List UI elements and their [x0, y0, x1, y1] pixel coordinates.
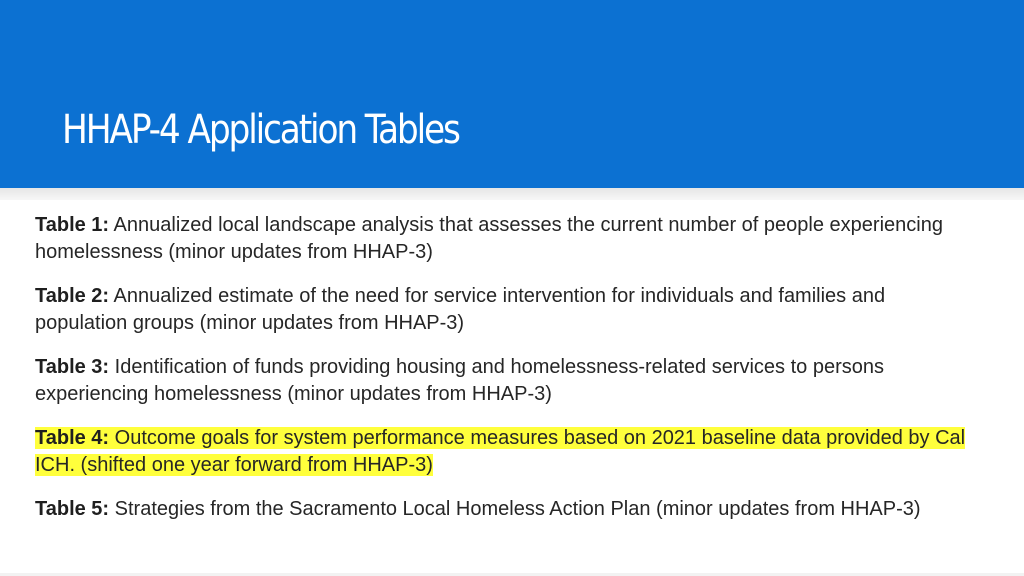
- table-label: Table 2:: [35, 285, 110, 307]
- slide-title: HHAP-4 Application Tables: [62, 107, 459, 153]
- table-description: Annualized estimate of the need for service intervention for individuals and families and population groups (minor updates from HHAP-3): [35, 285, 886, 334]
- table-item-3: [35, 354, 975, 408]
- table-label: Table 4:: [35, 427, 110, 449]
- table-item-text: [35, 214, 943, 263]
- table-description: Annualized local landscape analysis that assesses the current number of people experiencing homelessness (minor updates from HHAP-3): [35, 214, 943, 263]
- table-item-text: [35, 285, 885, 334]
- table-label: Table 5:: [35, 498, 110, 520]
- table-item-4: [35, 425, 975, 479]
- table-label: Table 3:: [35, 356, 110, 378]
- table-item-text: [35, 356, 884, 405]
- table-description: Strategies from the Sacramento Local Homeless Action Plan (minor updates from HHAP-3): [109, 498, 921, 520]
- table-label: Table 1:: [35, 214, 110, 236]
- table-description: Identification of funds providing housing and homelessness-related services to persons experiencing homelessness (minor updates from HHAP-3): [35, 356, 884, 405]
- table-item-text: [35, 498, 921, 520]
- table-item-2: [35, 283, 975, 337]
- table-description: Outcome goals for system performance measures based on 2021 baseline data provided by Cal ICH. (shifted one year forward from HHAP-3): [35, 427, 966, 476]
- title-header-band: [0, 0, 1024, 188]
- table-item-5: [35, 496, 975, 523]
- table-item-1: [35, 212, 975, 266]
- highlighted-text: [35, 427, 965, 476]
- header-divider: [0, 188, 1024, 200]
- table-description-list: [35, 212, 975, 540]
